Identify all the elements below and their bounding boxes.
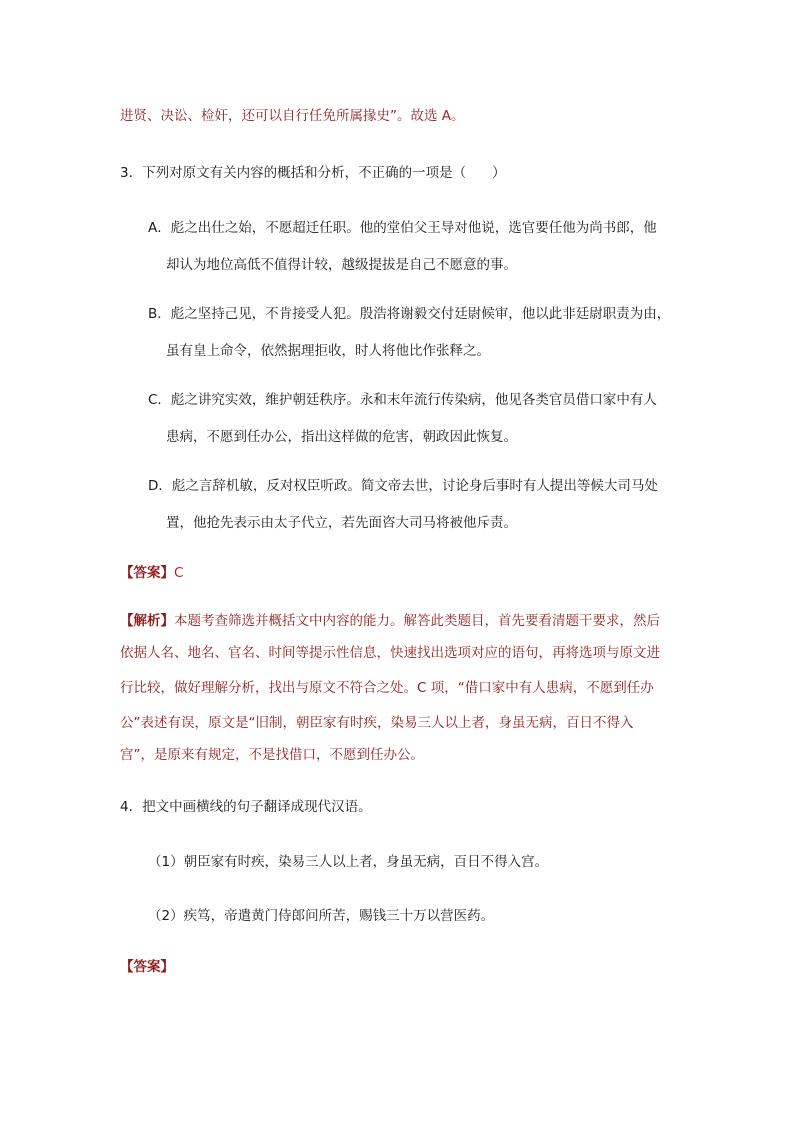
- question-3-close: ）: [492, 165, 506, 181]
- option-c-line1: C．彪之讲究实效，维护朝廷秩序。永和末年流行传染病，他见各类官员借口家中有人: [148, 392, 657, 408]
- analysis-line2: 依据人名、地名、官名、时间等提示性信息，快速找出选项对应的语句，再将选项与原文进: [120, 645, 660, 661]
- option-a-line1: A．彪之出仕之始，不愿超迁任职。他的堂伯父王导对他说，选官要任他为尚书郎，他: [148, 220, 657, 236]
- intro-line: [120, 106, 465, 126]
- option-d-line2: 置，他抢先表示由太子代立，若先面咨大司马将被他斥责。: [166, 515, 517, 531]
- option-b-line2: 虽有皇上命令，依然据理拒收，时人将他比作张释之。: [166, 343, 490, 359]
- question-3-text: 3．下列对原文有关内容的概括和分析，不正确的一项是（: [120, 165, 467, 181]
- option-c-line2: 患病，不愿到任办公，指出这样做的危害，朝政因此恢复。: [166, 429, 517, 445]
- analysis-line4: 公”表述有误，原文是“旧制，朝臣家有时疾，染易三人以上者，身虽无病，百日不得入: [120, 715, 634, 731]
- answer-4-label: 【答案】: [120, 959, 174, 975]
- intro-text: 进贤、决讼、检奸，还可以自行任免所属掾史”。故选: [120, 108, 442, 124]
- analysis-line3: 行比较，做好理解分析，找出与原文不符合之处。C 项，“借口家中有人患病，不愿到任办: [120, 680, 654, 696]
- answer-value: C: [174, 565, 184, 581]
- question-4-item-2: （2）疾笃，帝遣黄门侍郎问所苦，赐钱三十万以营医药。: [148, 908, 495, 924]
- answer-3: [120, 563, 183, 583]
- analysis-line1: [120, 611, 660, 631]
- question-3-stem: [120, 163, 506, 183]
- question-4-item-1: （1）朝臣家有时疾，染易三人以上者，身虽无病，百日不得入宫。: [148, 854, 549, 870]
- question-4-stem: 4．把文中画横线的句子翻译成现代汉语。: [120, 799, 372, 815]
- analysis-label: 【解析】: [120, 613, 174, 629]
- analysis-line5: 宫”，是原来有规定，不是找借口，不愿到任办公。: [120, 747, 424, 763]
- intro-choice: A。: [441, 108, 465, 124]
- option-b-line1: B．彪之坚持己见，不肯接受人犯。殷浩将谢毅交付廷尉候审，他以此非廷尉职责为由，: [148, 306, 671, 322]
- answer-label: 【答案】: [120, 565, 174, 581]
- option-a-line2: 却认为地位高低不值得计较，越级提拔是自己不愿意的事。: [166, 257, 517, 273]
- option-d-line1: D．彪之言辞机敏，反对权臣听政。简文帝去世，讨论身后事时有人提出等候大司马处: [148, 478, 658, 494]
- analysis-text-1: 本题考查筛选并概括文中内容的能力。解答此类题目，首先要看清题干要求，然后: [174, 613, 660, 629]
